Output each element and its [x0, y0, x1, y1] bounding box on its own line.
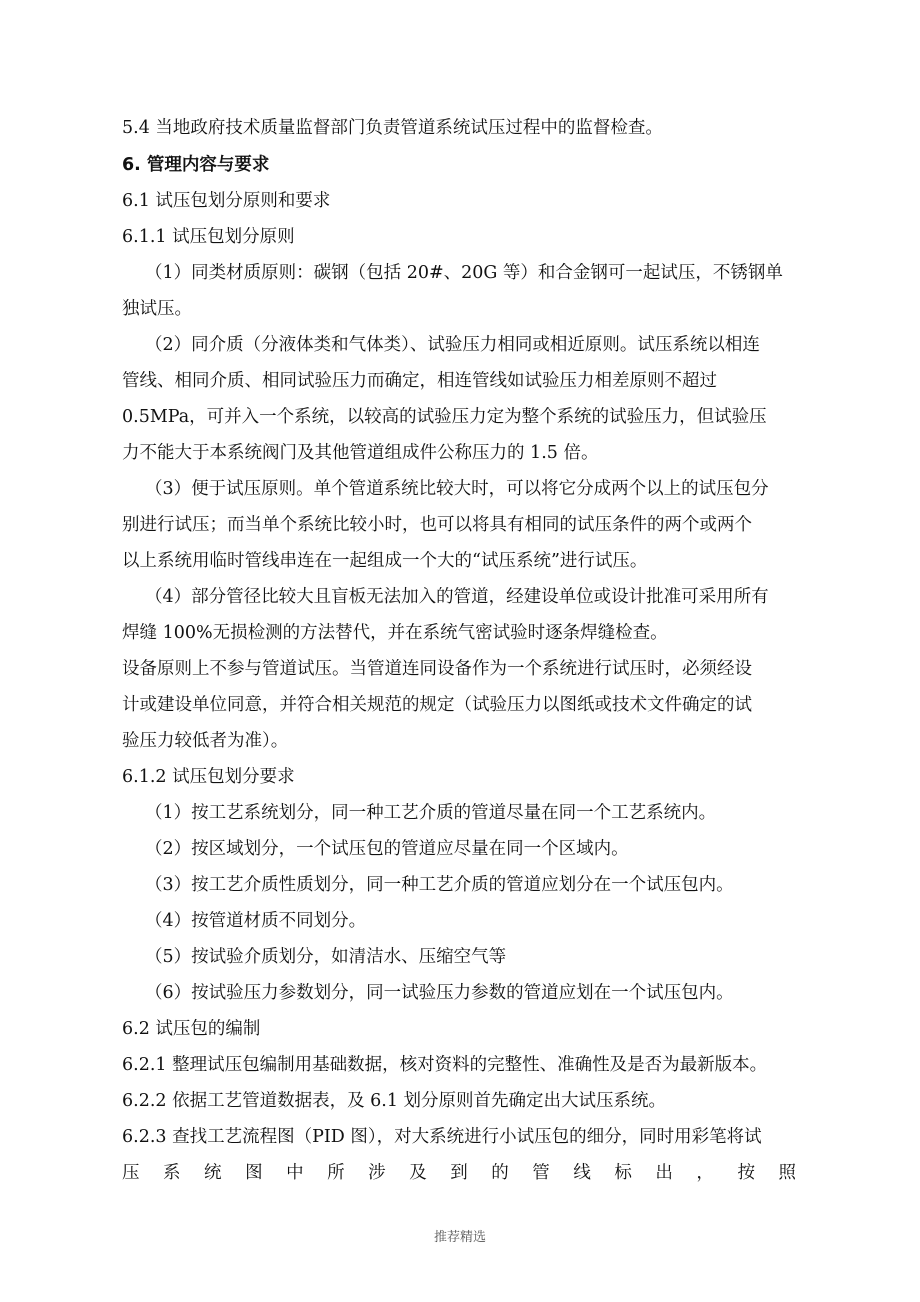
page-footer: 推荐精选 [433, 1230, 486, 1245]
list-item: （2）按区域划分，一个试压包的管道应尽量在同一个区域内。 [145, 839, 629, 859]
heading-6-1-2: 6.1.2 试压包划分要求 [122, 767, 295, 787]
list-item: （4）按管道材质不同划分。 [145, 911, 367, 931]
heading-6-1: 6.1 试压包划分原则和要求 [122, 191, 331, 211]
text-line: （2）同介质（分液体类和气体类）、试验压力相同或相近原则。试压系统以相连 [145, 335, 760, 355]
section-heading-6: 6. 管理内容与要求 [122, 155, 270, 175]
para-6-2-1: 6.2.1 整理试压包编制用基础数据，核对资料的完整性、准确性及是否为最新版本。 [122, 1055, 768, 1075]
list-item: （3）按工艺介质性质划分，同一种工艺介质的管道应划分在一个试压包内。 [145, 875, 734, 895]
text-line: 设备原则上不参与管道试压。当管道连同设备作为一个系统进行试压时，必须经设 [122, 659, 752, 679]
text-line: 0.5MPa，可并入一个系统，以较高的试验压力定为整个系统的试验压力，但试验压 [122, 407, 767, 427]
text-line: （3）便于试压原则。单个管道系统比较大时，可以将它分成两个以上的试压包分 [145, 479, 769, 499]
text-line: 别进行试压；而当单个系统比较小时，也可以将具有相同的试压条件的两个或两个 [122, 515, 752, 535]
text-line: 焊缝 100%无损检测的方法替代，并在系统气密试验时逐条焊缝检查。 [122, 623, 668, 643]
para-6-2-3: 6.2.3 查找工艺流程图（PID 图），对大系统进行小试压包的细分，同时用彩笔将试 [122, 1127, 762, 1147]
text-line: 力不能大于本系统阀门及其他管道组成件公称压力的 1.5 倍。 [122, 443, 599, 463]
text-line: 压 系 统 图 中 所 涉 及 到 的 管 线 标 出 ， 按 照 [122, 1163, 796, 1183]
text-line: （4）部分管径比较大且盲板无法加入的管道，经建设单位或设计批准可采用所有 [145, 587, 769, 607]
list-item: （1）按工艺系统划分，同一种工艺介质的管道尽量在同一个工艺系统内。 [145, 803, 717, 823]
text-line: 验压力较低者为准）。 [122, 731, 289, 751]
list-item: （6）按试验压力参数划分，同一试验压力参数的管道应划在一个试压包内。 [145, 983, 734, 1003]
heading-6-2: 6.2 试压包的编制 [122, 1019, 261, 1039]
list-item: （5）按试验介质划分，如清洁水、压缩空气等 [145, 947, 507, 967]
text-line: （1）同类材质原则：碳钢（包括 20#、20G 等）和合金钢可一起试压，不锈钢单 [145, 263, 783, 283]
text-line: 以上系统用临时管线串连在一起组成一个大的“试压系统”进行试压。 [122, 551, 648, 571]
para-6-2-2: 6.2.2 依据工艺管道数据表，及 6.1 划分原则首先确定出大试压系统。 [122, 1091, 667, 1111]
heading-6-1-1: 6.1.1 试压包划分原则 [122, 227, 295, 247]
para-5-4: 5.4 当地政府技术质量监督部门负责管道系统试压过程中的监督检查。 [122, 118, 663, 138]
text-line: 管线、相同介质、相同试验压力而确定，相连管线如试验压力相差原则不超过 [122, 371, 717, 391]
text-line: 独试压。 [122, 299, 192, 319]
text-line: 计或建设单位同意，并符合相关规范的规定（试验压力以图纸或技术文件确定的试 [122, 695, 752, 715]
